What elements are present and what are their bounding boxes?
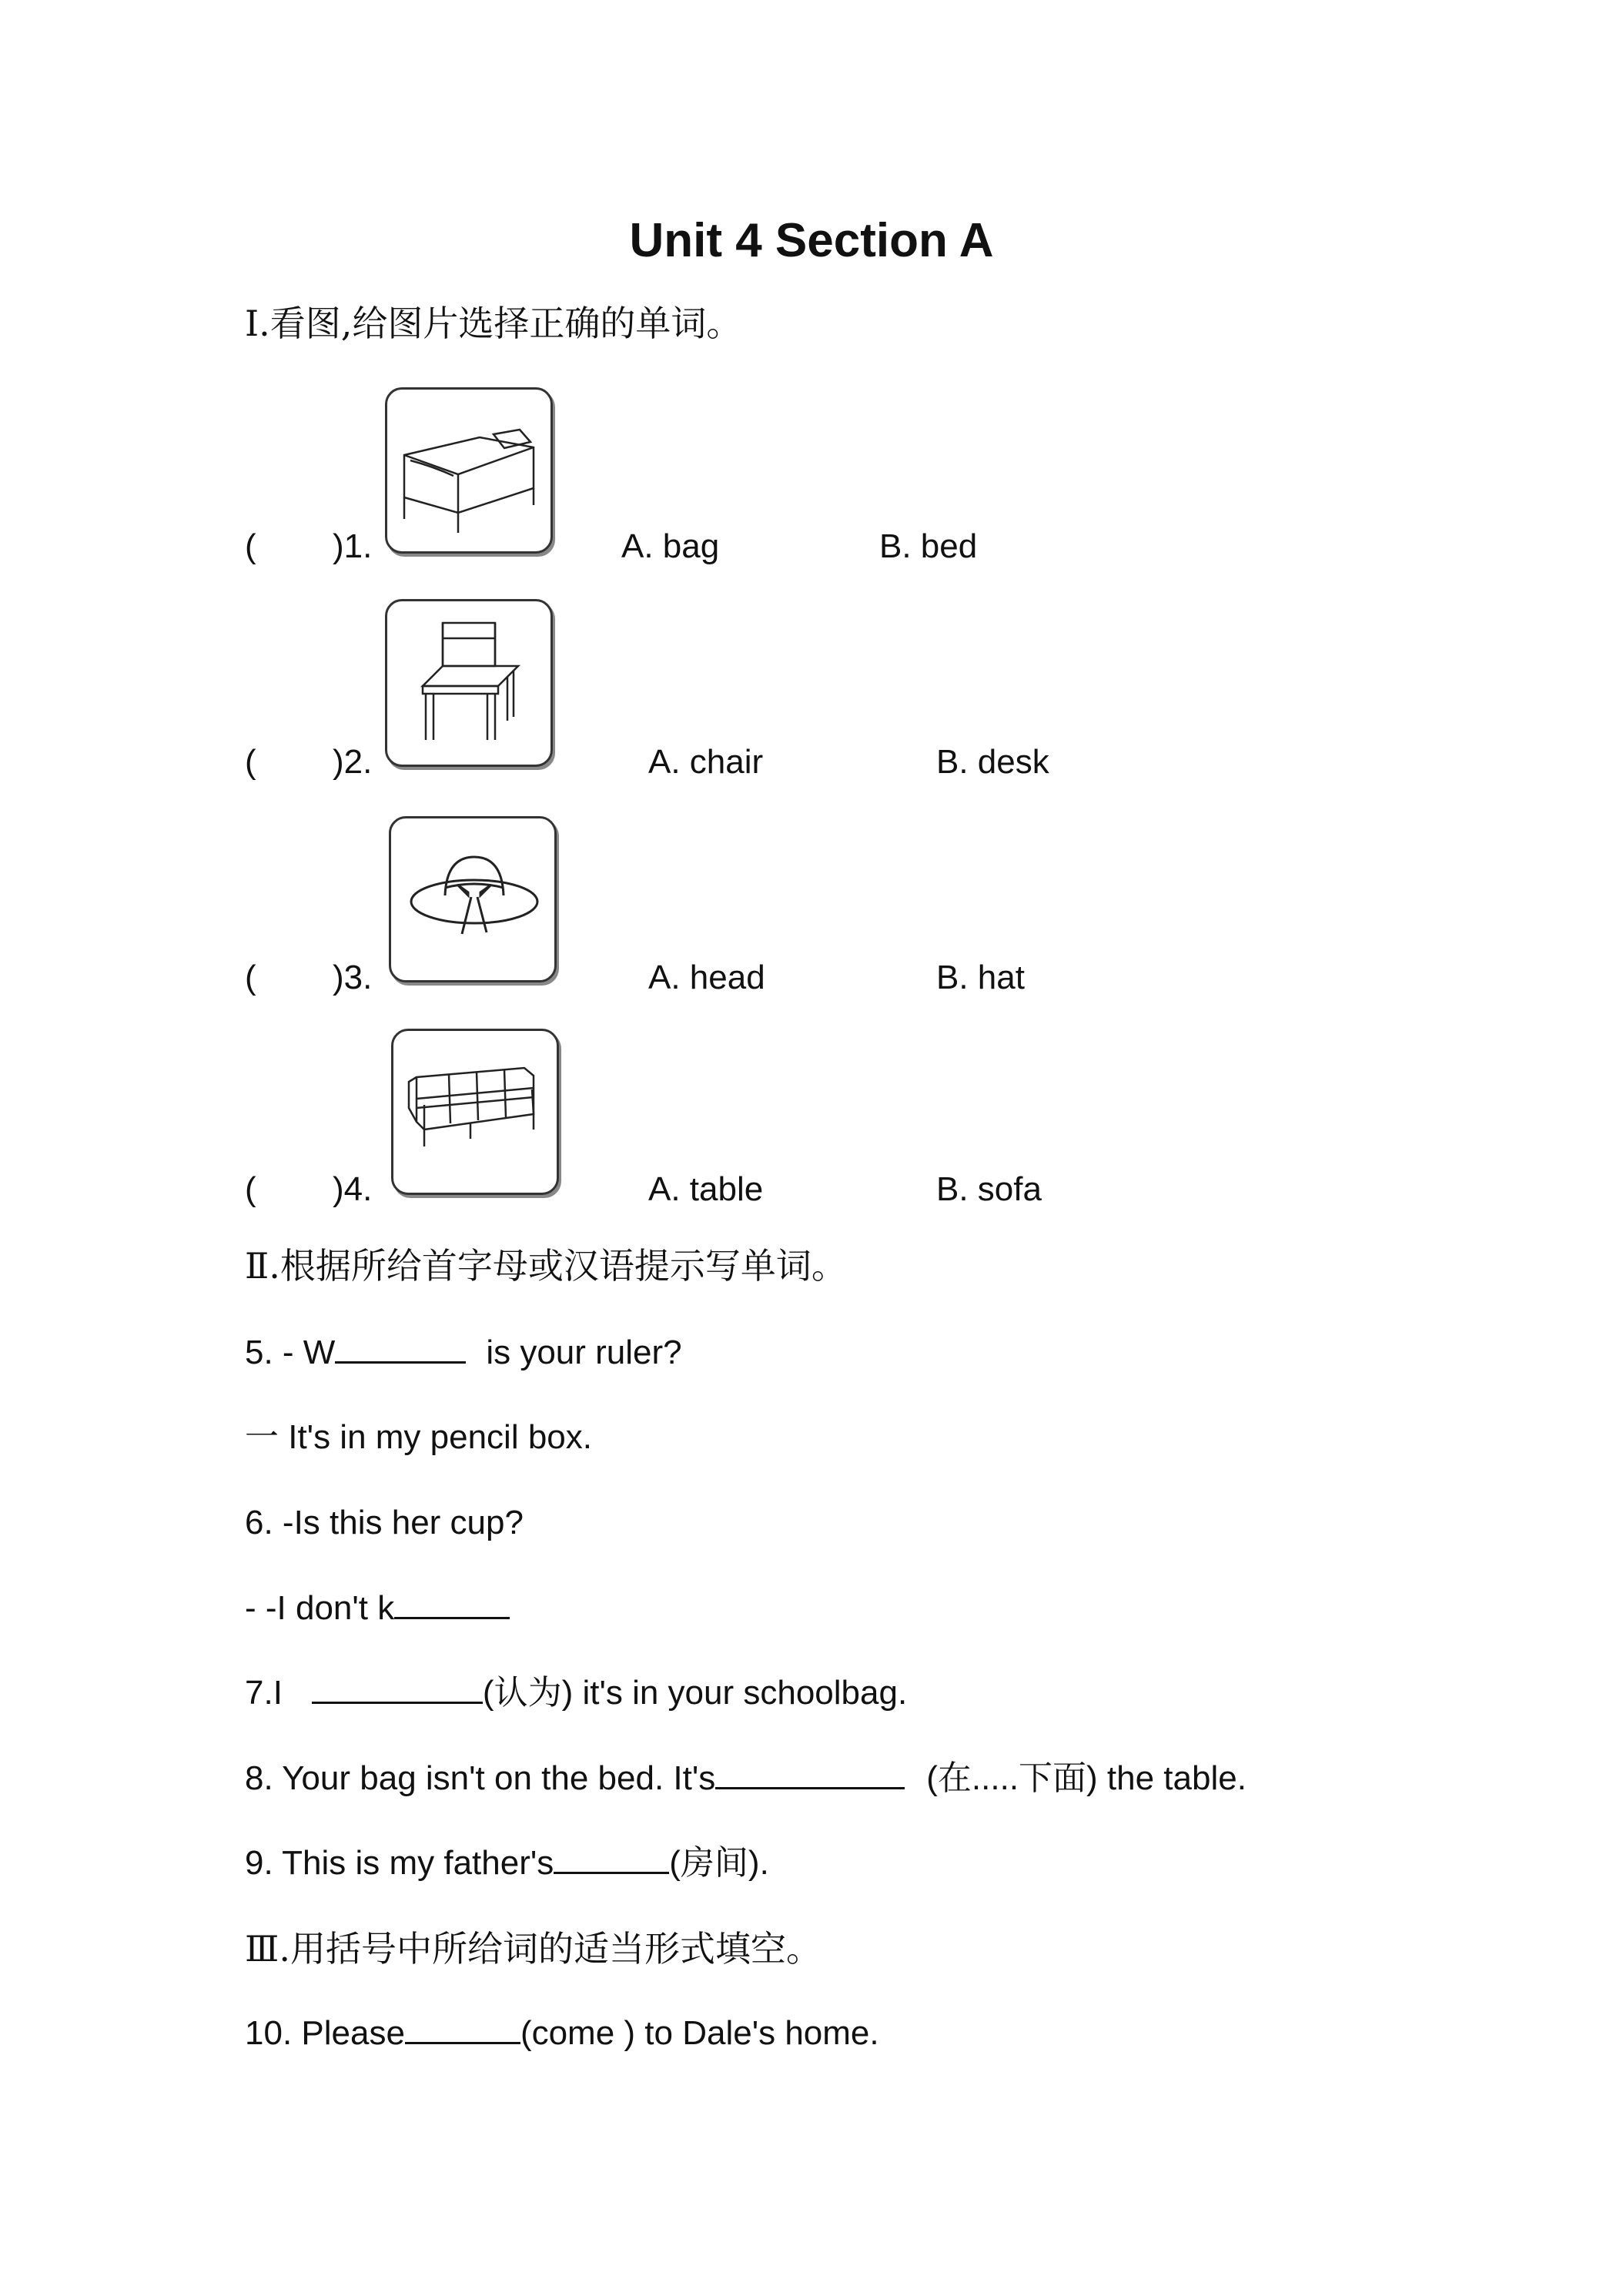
section-3-heading: Ⅲ.用括号中所给词的适当形式填空。 bbox=[245, 1928, 822, 1970]
q9-blank[interactable] bbox=[554, 1839, 669, 1874]
q10-blank[interactable] bbox=[405, 2010, 520, 2044]
question-5-line-1 bbox=[245, 1329, 682, 1376]
q5-blank[interactable] bbox=[335, 1329, 466, 1364]
q6-blank[interactable] bbox=[394, 1585, 510, 1619]
option-a: A. bag bbox=[621, 527, 720, 565]
page-title: Unit 4 Section A bbox=[629, 214, 994, 267]
option-a: A. head bbox=[648, 959, 765, 996]
question-9 bbox=[245, 1839, 769, 1886]
q8-blank[interactable] bbox=[715, 1755, 905, 1789]
question-6-line-1: 6. -Is this her cup? bbox=[245, 1504, 524, 1541]
q10-suffix: (come ) to Dale's home. bbox=[520, 2014, 879, 2052]
answer-paren: ( bbox=[245, 527, 256, 565]
answer-paren: ( bbox=[245, 743, 256, 781]
bed-icon bbox=[385, 387, 553, 554]
question-6-line-2 bbox=[245, 1585, 510, 1632]
q7-prefix: 7.I bbox=[245, 1674, 283, 1712]
question-5-line-2: 一 It's in my pencil box. bbox=[245, 1418, 592, 1456]
question-7 bbox=[245, 1669, 907, 1716]
option-b: B. hat bbox=[936, 959, 1025, 996]
q9-suffix: (房间). bbox=[669, 1844, 769, 1882]
q5-suffix: is your ruler? bbox=[486, 1334, 682, 1371]
option-b: B. desk bbox=[936, 743, 1049, 781]
q6-prefix: - -I don't k bbox=[245, 1589, 395, 1627]
question-number: )1. bbox=[333, 527, 373, 565]
q8-prefix: 8. Your bag isn't on the bed. It's bbox=[245, 1759, 716, 1797]
q8-suffix: (在.....下面) the table. bbox=[926, 1759, 1247, 1797]
option-a: A. chair bbox=[648, 743, 764, 781]
q7-suffix: (认为) it's in your schoolbag. bbox=[482, 1674, 908, 1712]
q9-prefix: 9. This is my father's bbox=[245, 1844, 554, 1882]
answer-paren: ( bbox=[245, 959, 256, 996]
section-1-heading: Ⅰ.看图,给图片选择正确的单词。 bbox=[245, 303, 742, 344]
question-10 bbox=[245, 2010, 879, 2057]
option-b: B. sofa bbox=[936, 1170, 1042, 1208]
question-number: )3. bbox=[333, 959, 373, 996]
hat-icon bbox=[389, 816, 557, 982]
q5-prefix: 5. - W bbox=[245, 1334, 336, 1371]
q10-prefix: 10. Please bbox=[245, 2014, 405, 2052]
section-2-heading: Ⅱ.根据所给首字母或汉语提示写单词。 bbox=[245, 1245, 847, 1287]
chair-icon bbox=[385, 599, 553, 767]
question-8 bbox=[245, 1755, 1247, 1802]
option-b: B. bed bbox=[879, 527, 978, 565]
sofa-icon bbox=[391, 1029, 559, 1195]
question-number: )4. bbox=[333, 1170, 373, 1208]
answer-paren: ( bbox=[245, 1170, 256, 1208]
question-number: )2. bbox=[333, 743, 373, 781]
q7-blank[interactable] bbox=[312, 1669, 483, 1704]
option-a: A. table bbox=[648, 1170, 764, 1208]
